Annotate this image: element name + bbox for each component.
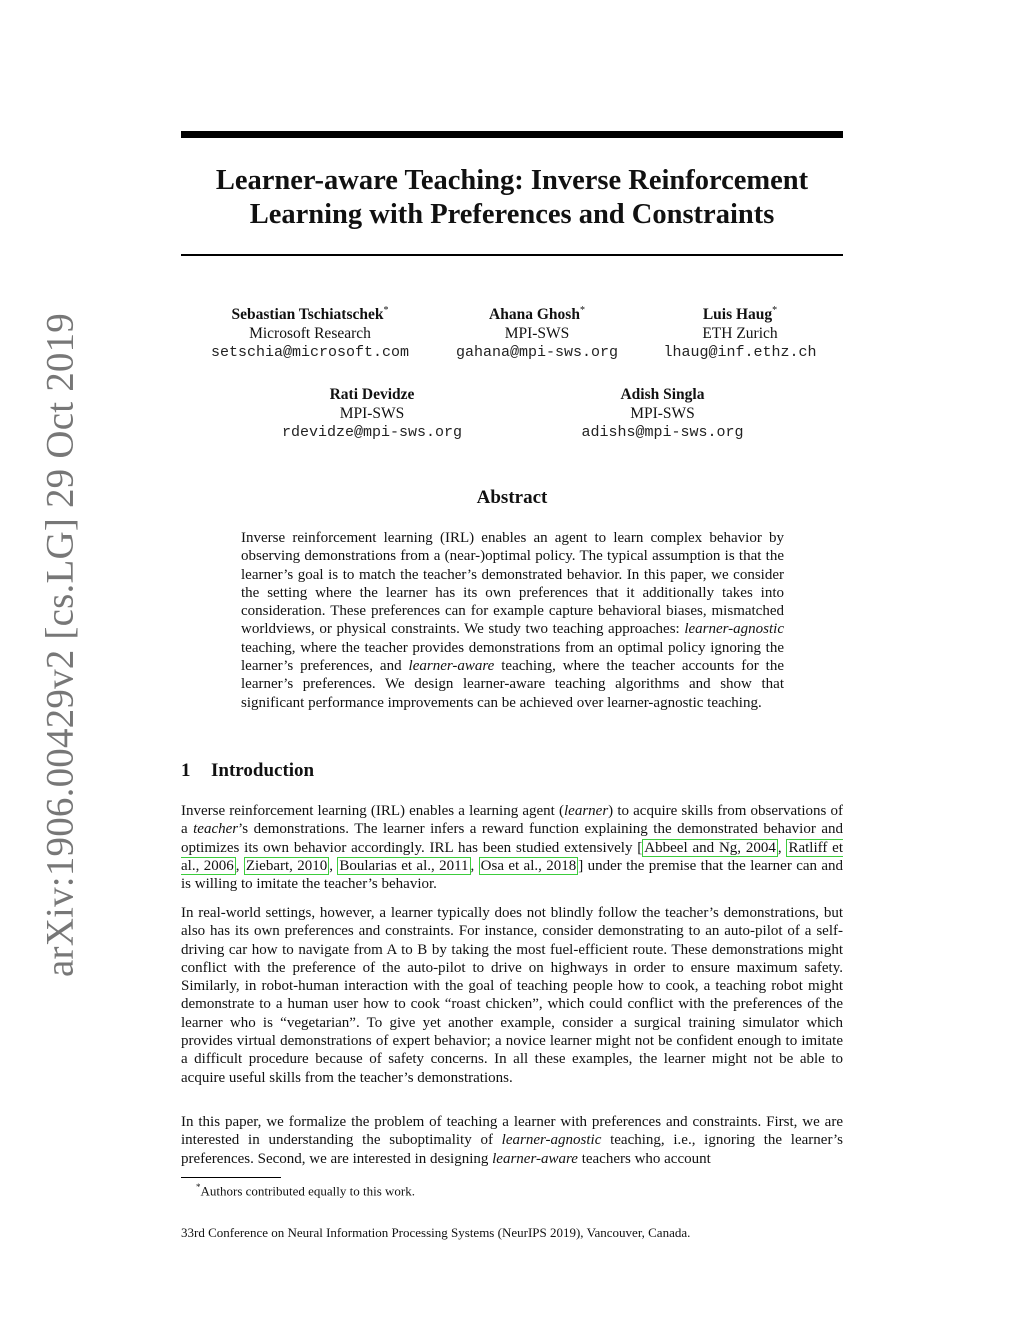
author-block bbox=[560, 385, 765, 442]
author-block bbox=[195, 301, 425, 362]
venue-note: 33rd Conference on Neural Information Processing Systems (NeurIPS 2019), Vancouver, Canada. bbox=[181, 1225, 691, 1240]
intro-paragraph-1: Inverse reinforcement learning (IRL) enables a learning agent (learner) to acquire skills from observations of a teacher’s demonstrations. The learner infers a reward function explaining the demonstrated behavior and optimizes its own behavior accordingly. IRL has been studied extensively [ Abbeel and Ng, 2004 , Ratliff et al., 2006 , Ziebart, 2010 , Boularias et al., 2011 , Osa et al., 2018 ] under the premise that the learner can and is willing to imitate the teacher’s behavior. bbox=[181, 803, 844, 893]
author-name: Rati Devidze bbox=[329, 386, 415, 403]
author-email[interactable]: lhaug@inf.ethz.ch bbox=[663, 344, 817, 362]
author-email[interactable]: gahana@mpi-sws.org bbox=[455, 344, 619, 362]
footnote: *Authors contributed equally to this work. bbox=[196, 1182, 415, 1199]
title-rule-top bbox=[181, 131, 843, 138]
arxiv-stamp: arXiv:1906.00429v2 [cs.LG] 29 Oct 2019 bbox=[38, 313, 82, 977]
citation-link[interactable]: Ziebart, 2010 bbox=[245, 857, 328, 874]
title-rule-bottom bbox=[181, 254, 843, 256]
intro-paragraph-2: In real-world settings, however, a learner typically does not blindly follow the teacher’s demonstrations, but also has its own preferences and constraints. For instance, consider demonstrating to an auto-pilot of a self-driving car how to navigate from A to B by taking the most fuel-efficient route. These demonstrations might conflict with the preference of the auto-pilot to drive on highways in order to ensure maximum safety. Similarly, in robot-human interaction with the goal of teaching people how to cook, a teaching robot might demonstrate to a human user how to cook “roast chicken”, which could conflict with the preferences of the learner who is “vegetarian”. To give yet another example, consider a surgical training simulator which provides virtual demonstrations of expert behavior; a novice learner might not be confident enough to imitate a difficult procedure because of safety concerns. In all these examples, the learner might not be able to acquire useful skills from the teacher’s demonstrations. bbox=[181, 905, 843, 1086]
author-affiliation: MPI-SWS bbox=[504, 325, 570, 343]
author-name: Luis Haug* bbox=[702, 305, 778, 324]
citation-link[interactable]: Abbeel and Ng, 2004 bbox=[644, 839, 776, 856]
section-title: Introduction bbox=[211, 760, 315, 781]
section-heading-introduction bbox=[181, 760, 314, 782]
citation-link[interactable]: Ratliff et al., 2006 bbox=[181, 839, 843, 874]
title-line-2: Learning with Preferences and Constraints bbox=[249, 199, 775, 230]
author-affiliation: MPI-SWS bbox=[339, 405, 405, 422]
author-name: Sebastian Tschiatschek* bbox=[231, 305, 389, 324]
footnote-rule bbox=[181, 1177, 281, 1178]
author-affiliation: ETH Zurich bbox=[702, 325, 778, 343]
author-email[interactable]: rdevidze@mpi-sws.org bbox=[281, 424, 463, 441]
author-block bbox=[267, 385, 477, 442]
author-email[interactable]: setschia@microsoft.com bbox=[210, 344, 410, 362]
citation-link[interactable]: Boularias et al., 2011 bbox=[339, 857, 469, 874]
citation-link[interactable]: Osa et al., 2018 bbox=[480, 857, 577, 874]
abstract-text: Inverse reinforcement learning (IRL) enables an agent to learn complex behavior by observing demonstrations from a (near-)optimal policy. The typical assumption is that the learner’s goal is to match the teacher’s demonstrated behavior. In this paper, we consider the setting where the learner has its own preferences that it additionally takes into consideration. These preferences can for example capture behavioral biases, mismatched worldviews, or physical constraints. We study two teaching approaches: learner-agnostic teaching, where the teacher provides demonstrations from an optimal policy ignoring the learner’s preferences, and learner-aware teaching, where the teacher accounts for the learner’s preferences. We design learner-aware teaching algorithms and show that significant performance improvements can be achieved over learner-agnostic teaching. bbox=[241, 530, 784, 711]
author-block bbox=[650, 301, 830, 362]
author-email[interactable]: adishs@mpi-sws.org bbox=[581, 424, 744, 441]
author-affiliation: MPI-SWS bbox=[630, 405, 695, 422]
paper-title bbox=[181, 164, 843, 232]
section-number: 1 bbox=[181, 760, 191, 781]
author-name: Adish Singla bbox=[620, 386, 705, 403]
intro-paragraph-3: In this paper, we formalize the problem of teaching a learner with preferences and constraints. First, we are interested in understanding the suboptimality of learner-agnostic teaching, i.e., ignoring the learner’s preferences. Second, we are interested in designing learner-aware teachers who account bbox=[181, 1114, 843, 1167]
title-line-1: Learner-aware Teaching: Inverse Reinforcement bbox=[215, 165, 809, 196]
author-affiliation: Microsoft Research bbox=[249, 325, 371, 343]
abstract-heading: Abstract bbox=[476, 487, 548, 508]
author-block bbox=[437, 301, 637, 362]
author-name: Ahana Ghosh* bbox=[489, 305, 585, 324]
